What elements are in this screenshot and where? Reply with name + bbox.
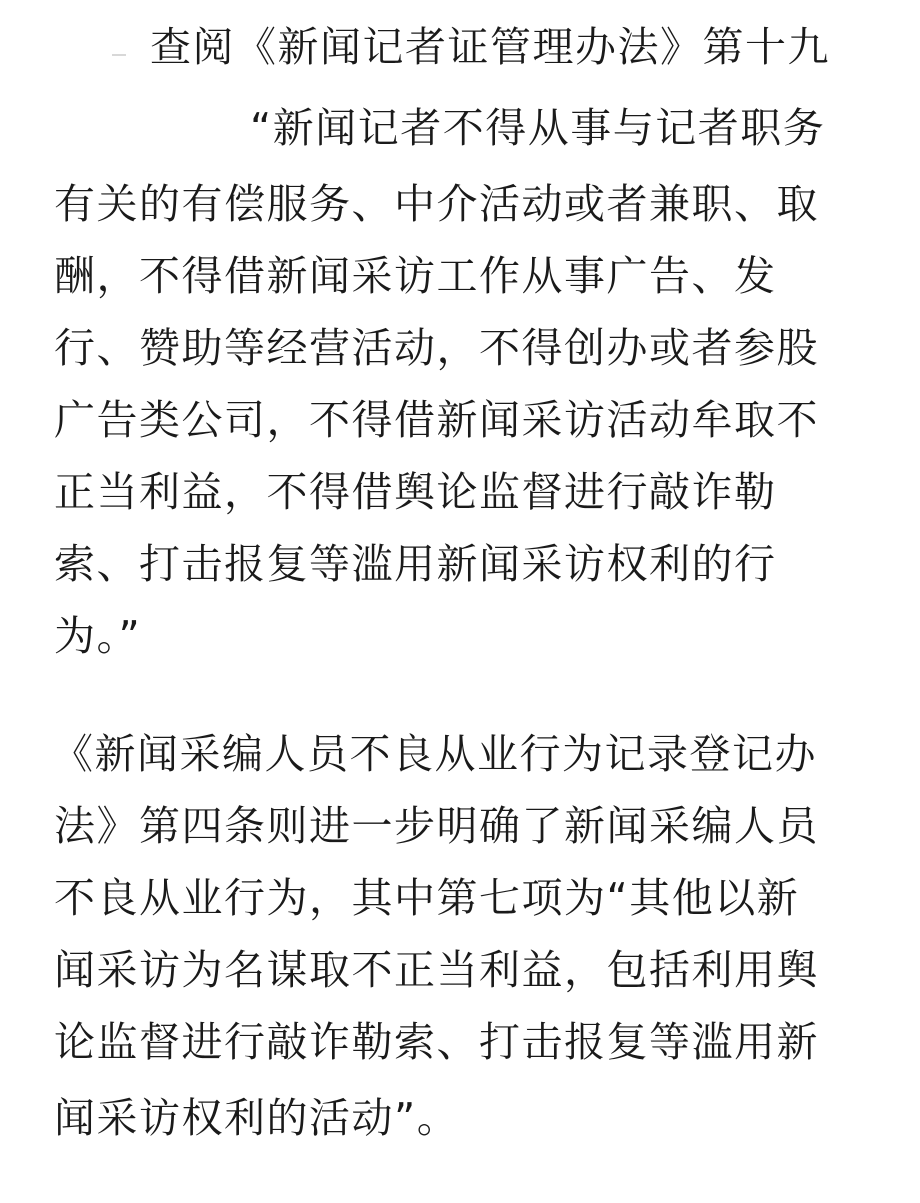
text-line: 闻采访为名谋取不正当利益，包括利用舆 bbox=[54, 946, 819, 994]
text-line: 法》第四条则进一步明确了新闻采编人员 bbox=[54, 802, 819, 850]
text-line: 不良从业行为，其中第七项为“其他以新 bbox=[54, 874, 800, 922]
text-line: 行、赞助等经营活动，不得创办或者参股 bbox=[54, 324, 819, 372]
text-line: 《新闻采编人员不良从业行为记录登记办 bbox=[52, 730, 817, 778]
text-line: 有关的有偿服务、中介活动或者兼职、取 bbox=[54, 180, 819, 228]
text-line: 酬，不得借新闻采访工作从事广告、发 bbox=[54, 252, 777, 300]
text-line: 闻采访权利的活动”。 bbox=[54, 1094, 460, 1142]
text-line: 论监督进行敲诈勒索、打击报复等滥用新 bbox=[54, 1018, 819, 1066]
margin-mark bbox=[112, 54, 126, 56]
text-line: 正当利益，不得借舆论监督进行敲诈勒 bbox=[54, 468, 777, 516]
text-line: 索、打击报复等滥用新闻采访权利的行 bbox=[54, 540, 777, 588]
text-line: 查阅《新闻记者证管理办法》第十九 bbox=[150, 23, 830, 71]
text-line: “新闻记者不得从事与记者职务 bbox=[250, 104, 826, 152]
text-line: 广告类公司，不得借新闻采访活动牟取不 bbox=[54, 396, 819, 444]
text-line: 为。” bbox=[54, 612, 142, 660]
